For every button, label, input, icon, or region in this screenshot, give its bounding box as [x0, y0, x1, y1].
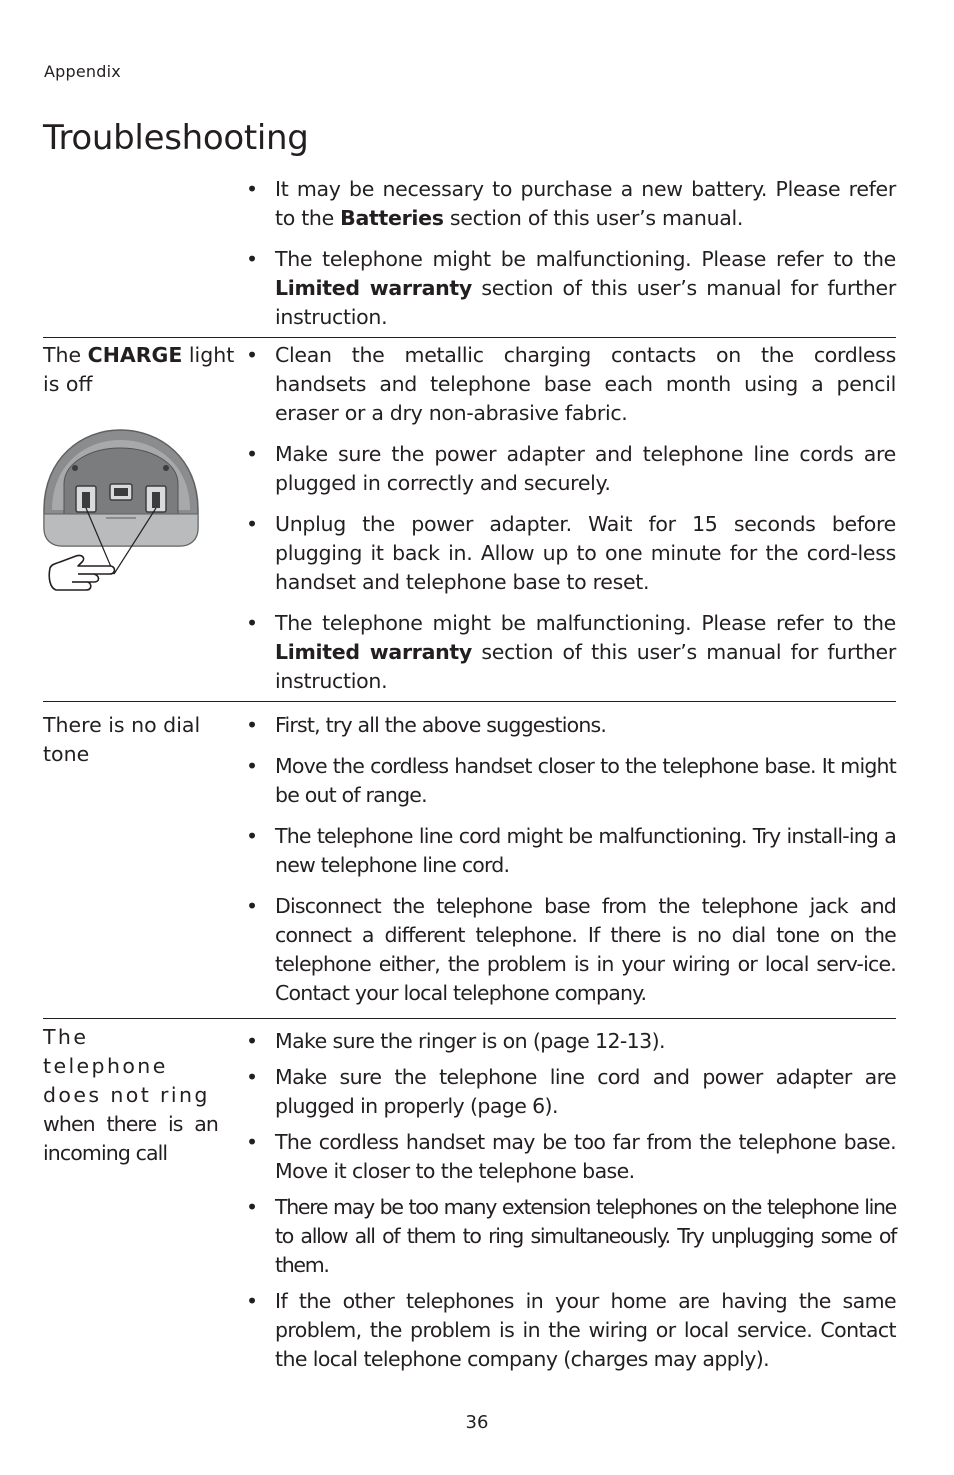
list-item: • If the other telephones in your home are having the same problem, the problem is in the wiring or local service. Contact the local telephone company (charges may apply). [246, 1287, 896, 1374]
table-row [43, 172, 896, 337]
list-item: • Unplug the power adapter. Wait for 15 seconds before plugging it back in. Allow up to one minute for the cord-less handset and telephone base to reset. [246, 510, 896, 597]
list-item: • The cordless handset may be too far from the telephone base. Move it closer to the telephone base. [246, 1128, 896, 1186]
symptom-text-line-1: The telephone does not ring [43, 1025, 210, 1107]
troubleshooting-table [43, 172, 896, 1394]
solutions-list [246, 175, 896, 332]
list-item: • There may be too many extension telephones on the telephone line to allow all of them to ring simultaneously. Try unplugging some of them. [246, 1193, 896, 1280]
list-item: • Make sure the power adapter and telephone line cords are plugged in correctly and securely. [246, 440, 896, 498]
page-title: Troubleshooting [43, 118, 309, 158]
table-row [43, 1018, 896, 1394]
solutions-list [246, 341, 896, 696]
list-item: • The telephone might be malfunctioning. Please refer to the Limited warranty section of this user’s manual for further instruction. [246, 245, 896, 332]
list-item: • Clean the metallic charging contacts on the cordless handsets and telephone base each month using a pencil eraser or a dry non-abrasive fabric. [246, 341, 896, 428]
list-item: • The telephone might be malfunctioning. Please refer to the Limited warranty section of this user’s manual for further instruction. [246, 609, 896, 696]
list-item: • Make sure the telephone line cord and power adapter are plugged in properly (page 6). [246, 1063, 896, 1121]
list-item: • Make sure the ringer is on (page 12-13). [246, 1027, 896, 1056]
solutions-list [246, 1027, 896, 1374]
list-item: • It may be necessary to purchase a new battery. Please refer to the Batteries section of this user’s manual. [246, 175, 896, 233]
symptom-cell [43, 172, 243, 337]
symptom-cell [43, 1019, 243, 1394]
list-item: • Disconnect the telephone base from the telephone jack and connect a different telephone. If there is no dial tone on the telephone either, the problem is in your wiring or local serv-ice. Contact your local telephone company. [246, 892, 896, 1008]
telephone-base-charging-contacts-illustration [42, 428, 202, 598]
symptom-text-line-2: when there is an incoming call [43, 1112, 218, 1165]
list-item: • Move the cordless handset closer to the telephone base. It might be out of range. [246, 752, 896, 810]
list-item: • The telephone line cord might be malfunctioning. Try install-ing a new telephone line cord. [246, 822, 896, 880]
solutions-list [246, 711, 896, 1008]
table-row [43, 701, 896, 1018]
list-item: • First, try all the above suggestions. [246, 711, 896, 740]
section-label: Appendix [44, 62, 121, 81]
symptom-cell: There is no dial tone [43, 713, 201, 766]
symptom-cell: The CHARGE light is off [43, 343, 235, 396]
page-number: 36 [465, 1412, 489, 1433]
